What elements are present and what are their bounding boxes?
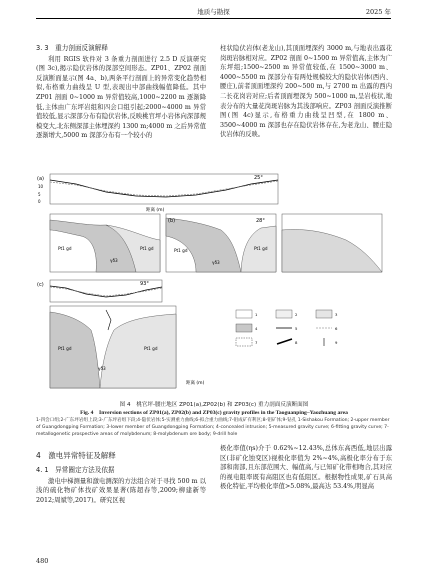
bottom-right-paragraph: 极化率值(ηs)介于 0.62%~12.43%,总体东高西低,地层出露区(非矿化蚀变区)视极化率值为 2%~4%,高极化率分布于东部和南部,且东部范围大、幅值高,与已知矿化带相吻合,其对应的视电阻率既有高阻区也有低阻区。根据物性成果,矿石具高极化特征,平均极化率值>5.08%,最高达 53.4%,明显高 — [220, 445, 392, 491]
section-4-title: 4 激电异常特征及解释 — [36, 451, 116, 460]
figure-caption-zh: 图 4 桃官坪-腰庄地区 ZP01(a),ZP02(b) 和 ZP03(c) 重力剖面反演断面图 — [119, 402, 309, 408]
rock-label: Pt1 gd — [254, 246, 268, 251]
figure-caption-en: Fig. 4 Inversion sections of ZP01(a), ZP02(b) and ZP03(c) gravity profiles in the Taoguanping–Yaozhuang area — [80, 410, 348, 416]
page-number: 480 — [36, 557, 49, 565]
figure-4 — [36, 170, 392, 392]
legend-num: 3 — [335, 312, 338, 317]
panel-b-extra — [282, 214, 382, 272]
legend-num: 7 — [255, 340, 258, 345]
rock-label: γδ3 — [212, 260, 220, 265]
rock-label: Pt1 gd — [144, 346, 158, 351]
rock-label: Pt1 gd — [140, 246, 154, 251]
panel-a-strike: 25° — [254, 175, 263, 181]
grav-tick: 5 — [38, 192, 41, 197]
legend-num: 6 — [335, 326, 338, 331]
panel-b-section — [166, 214, 276, 272]
legend-num: 2 — [295, 312, 298, 317]
panel-b-strike: 28° — [256, 218, 265, 224]
panel-a-label: (a) — [37, 176, 44, 182]
legend-num: 1 — [255, 312, 258, 317]
left-column — [36, 44, 206, 141]
grav-tick: 10 — [38, 184, 44, 189]
journal-year: 2025 年 — [365, 8, 391, 16]
rock-label: Pt1 gd — [58, 246, 72, 251]
right-paragraph: 柱状隐伏岩体(老龙山),其顶面埋深约 3000 m,与地表出露花岗斑岩脉相对应。ZP02 剖面 0~1500 m 异常值高,主体为广东坪组;1500~2500 m 异常值较低,在 1500~3000 m、4000~5500 m 深部分布有两处规模较大的隐伏岩体(西内、腰庄),前者顶面埋深约 200~500 m,与 2700 m 出露的西内二长花岗岩对应;后者顶面埋深为 500~1000 m,呈岩枝状,地表分布的大量花岗斑岩脉为其浅部响应。ZP03 剖面反演推断图(图 4c)显示,布格重力曲线呈凹型,在 1800 m、3500~4000 m 深部也存在隐伏岩体存在,为老龙山、腰庄隐伏岩体的反映。 — [220, 45, 392, 139]
distance-axis-label: 距离 (m) — [146, 208, 165, 213]
panel-c-label: (c) — [37, 282, 44, 288]
panel-a-section — [50, 214, 160, 272]
panel-c-curve — [37, 280, 162, 302]
figure-legend-text: 1-四会口组;2-广东坪岩组上段;3-广东坪岩组下段;4-隐伏岩体;5-实测重力曲线;6-拟合重力曲线;7-钼成矿有利区;8-钼矿体;9-钻孔 1-Sishakou Formation; 2-upper member of Guangdongping Formation; 3-lower member of Guangdongping Formation; 4-concealed intrusion; 5-measured gravity curve; 6-fitting gravity curve; 7-metallogenetic prospective areas of molybdenum; 8-molybdenum ore body; 9-drill hole — [36, 418, 390, 437]
rock-label: γδ3 — [110, 258, 118, 263]
left-paragraph: 利用 RGIS 软件对 3 条重力剖面进行 2.5 D 反演研究(图 3c),揭示隐伏岩体的深部空间形态。ZP01、ZP02 剖面反演断面显示(图 4a、b),两条平行剖面上的异常变化趋势相似,布格重力曲线呈 U 型,表现出中部曲线幅值降低。其中 ZP01 剖面 0~1000 m 异常值较高,1000~2200 m 逐渐降低,主体由广东坪岩组和四会口组引起;2000~4000 m 异常值较低,显示深部分布有隐伏岩体,反映桃官坪小岩体向深部规模变大,北东侧深部主体埋深约 1300 m;4000 m 之后异常值逐渐增大,5000 m 深部分布有一个较小的 — [36, 55, 206, 140]
distance-axis-label: 距离 (m) — [186, 381, 205, 386]
legend-num: 4 — [255, 326, 258, 331]
section-heading: 3. 3 重力剖面反演解释 — [36, 44, 108, 52]
legend-num: 9 — [335, 340, 338, 345]
running-header — [36, 6, 391, 19]
panel-c-strike: 93° — [140, 281, 149, 287]
figure-legend — [236, 310, 338, 346]
section-41-heading: 4. 1 异常圈定方法及依据 — [36, 466, 115, 474]
panel-b-label: (b) — [168, 218, 176, 224]
legend-num: 5 — [295, 326, 298, 331]
legend-num: 8 — [295, 340, 298, 345]
journal-name: 地质与勘探 — [197, 8, 230, 16]
right-column — [220, 44, 392, 140]
panel-c-section — [50, 306, 176, 388]
grav-tick: 0 — [38, 199, 41, 204]
bottom-right-column — [220, 444, 392, 492]
bottom-left-column — [36, 466, 206, 505]
bottom-left-paragraph: 激电中梯测量和激电测深的方法组合对于寻找 500 m 以浅的硫化物矿体找矿效果显著(陈超春等,2009;柳建新等 2012;周斌等,2017)。研究区视 — [36, 477, 206, 504]
panel-a-curve — [37, 174, 278, 204]
rock-label: Pt1 gd — [174, 248, 188, 253]
section-4-heading — [36, 450, 116, 461]
rock-label: γδ3 — [98, 366, 106, 371]
rock-label: Pt1 gd — [58, 346, 72, 351]
